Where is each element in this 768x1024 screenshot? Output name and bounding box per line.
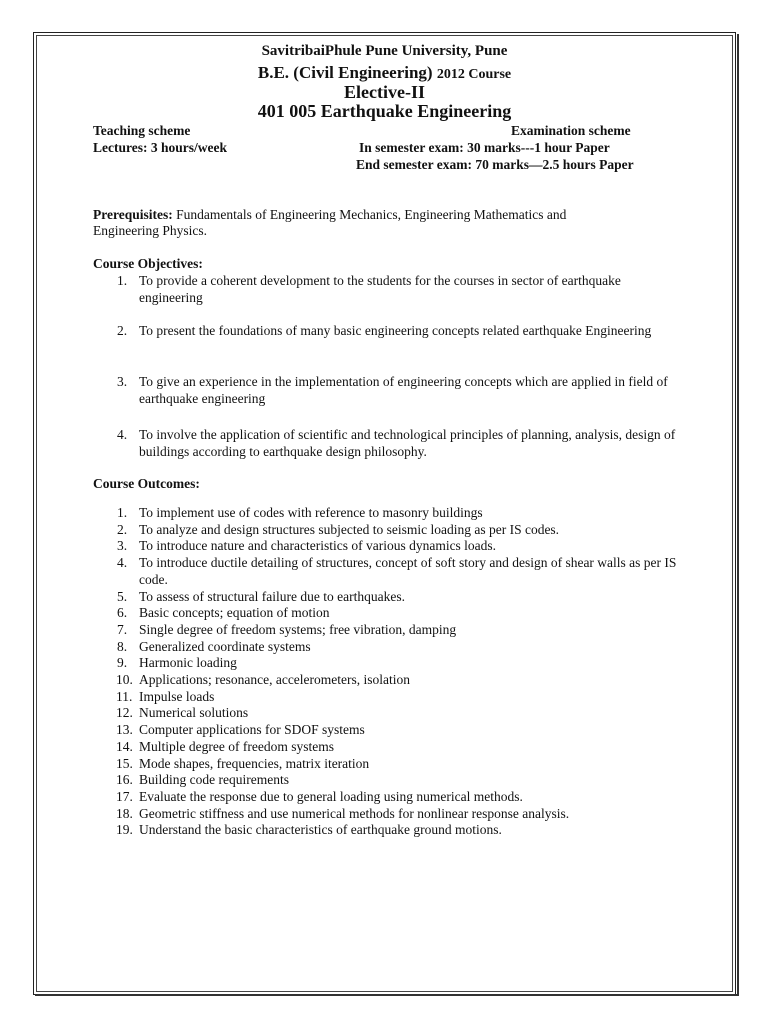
outcome-number: 19. <box>116 822 133 838</box>
outcome-item <box>117 505 687 522</box>
outcome-number: 16. <box>116 772 133 788</box>
prerequisites-text-1: Fundamentals of Engineering Mechanics, Engineering Mathematics and <box>176 207 567 222</box>
outcome-number: 7. <box>117 621 128 637</box>
objective-number: 2. <box>117 323 128 338</box>
elective-title: Elective-II <box>344 82 425 102</box>
outcome-text: Numerical solutions <box>139 705 249 721</box>
outcome-number: 9. <box>117 655 128 671</box>
outcome-text: To introduce nature and characteristics of various dynamics loads. <box>139 538 497 554</box>
outcome-text: To introduce ductile detailing of structures, concept of soft story and design of shear walls as per IS code. <box>139 555 677 587</box>
outcome-item <box>117 605 687 622</box>
outcome-text: Evaluate the response due to general loading using numerical methods. <box>139 788 523 804</box>
outcome-text: To assess of structural failure due to earthquakes. <box>139 588 405 604</box>
outcome-number: 3. <box>117 538 128 554</box>
outcome-text: Mode shapes, frequencies, matrix iteration <box>139 755 370 771</box>
outcome-number: 18. <box>116 805 133 821</box>
outcome-text: Harmonic loading <box>139 655 237 671</box>
outcome-item <box>117 806 687 823</box>
prerequisites-label: Prerequisites: <box>93 207 173 222</box>
outcome-item <box>117 772 687 789</box>
in-semester-exam: In semester exam: 30 marks---1 hour Paper <box>359 140 610 155</box>
outcome-item <box>117 639 687 656</box>
outcome-item <box>117 705 687 722</box>
outcome-number: 12. <box>116 705 133 721</box>
teaching-scheme-label: Teaching scheme <box>93 123 191 138</box>
outcomes-list <box>117 505 687 839</box>
outcome-text: Geometric stiffness and use numerical methods for nonlinear response analysis. <box>139 805 570 821</box>
course-year: 2012 Course <box>436 67 512 82</box>
prerequisites-text-2: Engineering Physics. <box>93 223 207 238</box>
objective-number: 4. <box>117 427 128 442</box>
outcome-item <box>117 822 687 839</box>
end-semester-exam: End semester exam: 70 marks—2.5 hours Paper <box>356 157 634 172</box>
objective-text: To give an experience in the implementation of engineering concepts which are applied in field of earthquake engineering <box>139 374 668 406</box>
course-title <box>33 63 736 83</box>
outcome-item <box>117 655 687 672</box>
objective-number: 3. <box>117 374 128 389</box>
outcome-item <box>117 789 687 806</box>
outcome-number: 11. <box>116 688 133 704</box>
outcome-text: Computer applications for SDOF systems <box>139 722 365 738</box>
outcome-text: Building code requirements <box>139 772 289 788</box>
outcome-text: Generalized coordinate systems <box>139 638 311 654</box>
outcome-text: Applications; resonance, accelerometers, isolation <box>139 672 411 688</box>
outcome-number: 8. <box>117 638 128 654</box>
outcome-number: 15. <box>116 755 133 771</box>
objectives-heading: Course Objectives: <box>93 256 203 271</box>
objective-text: To present the foundations of many basic engineering concepts related earthquake Engineering <box>139 323 652 338</box>
outcome-text: Impulse loads <box>139 688 215 704</box>
page-border-shadow-right <box>737 34 739 996</box>
outcome-item <box>117 622 687 639</box>
outcome-number: 2. <box>117 521 128 537</box>
objective-text: To involve the application of scientific and technological principles of planning, analysis, design of buildings according to earthquake design philosophy. <box>139 427 676 459</box>
outcome-item <box>117 739 687 756</box>
page-border-shadow-bottom <box>35 994 739 996</box>
outcome-item <box>117 689 687 706</box>
outcome-text: Understand the basic characteristics of earthquake ground motions. <box>139 822 502 838</box>
objective-text: To provide a coherent development to the students for the courses in sector of earthquake engineering <box>139 273 621 305</box>
examination-scheme-label: Examination scheme <box>511 123 631 138</box>
course-main: B.E. (Civil Engineering) <box>257 63 433 82</box>
prerequisites-line-1 <box>93 207 566 223</box>
outcome-text: To analyze and design structures subjected to seismic loading as per IS codes. <box>139 521 560 537</box>
outcome-item <box>117 722 687 739</box>
outcomes-heading: Course Outcomes: <box>93 476 200 491</box>
outcome-item <box>117 538 687 555</box>
outcome-text: To implement use of codes with reference to masonry buildings <box>139 505 483 520</box>
university-title: SavitribaiPhule Pune University, Pune <box>261 43 508 59</box>
outcome-number: 5. <box>117 588 128 604</box>
outcome-number: 1. <box>117 505 128 520</box>
outcome-text: Single degree of freedom systems; free vibration, damping <box>139 621 457 637</box>
subject-title: 401 005 Earthquake Engineering <box>257 101 512 121</box>
outcome-item <box>117 555 687 588</box>
outcome-item <box>117 522 687 539</box>
outcome-number: 14. <box>116 738 133 754</box>
outcome-item <box>117 756 687 773</box>
outcome-text: Multiple degree of freedom systems <box>139 738 334 754</box>
outcome-number: 17. <box>116 788 133 804</box>
outcome-number: 13. <box>116 722 133 738</box>
outcome-item <box>117 672 687 689</box>
objective-number: 1. <box>117 273 128 288</box>
outcome-number: 6. <box>117 605 128 621</box>
outcome-text: Basic concepts; equation of motion <box>139 605 330 621</box>
outcome-item <box>117 589 687 606</box>
outcome-number: 10. <box>116 672 133 688</box>
outcome-number: 4. <box>117 555 128 571</box>
lectures-info: Lectures: 3 hours/week <box>93 140 227 155</box>
